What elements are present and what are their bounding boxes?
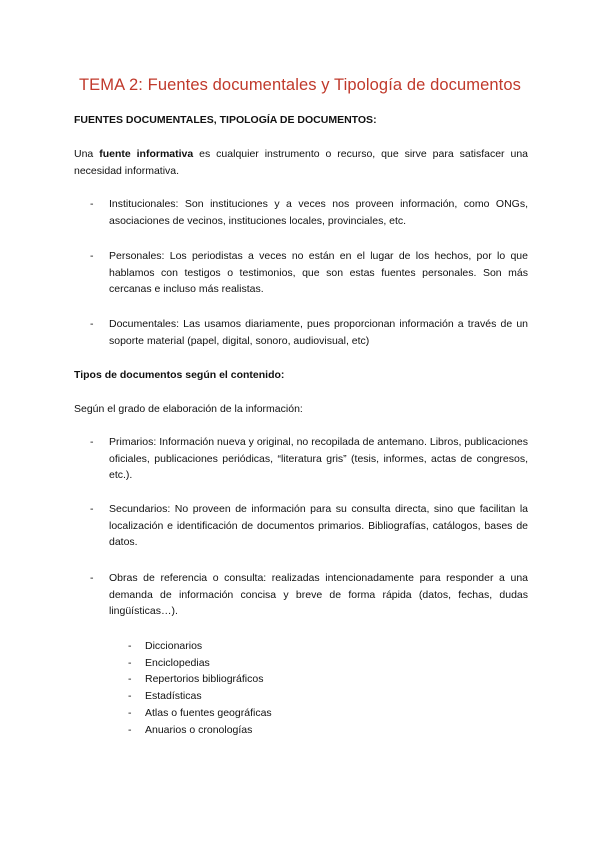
bullet-dash: - [90, 318, 94, 330]
list-item-text: Secundarios: No proveen de información para su consulta directa, sino que facilitan la localización e identificación de documentos primarios. Bibliografías, catálogos, bases de datos. [109, 503, 528, 548]
sublist-item [128, 722, 252, 739]
sublist-item-text: Repertorios bibliográficos [145, 673, 264, 685]
bullet-dash: - [90, 436, 94, 448]
bullet-dash: - [128, 673, 132, 685]
bullet-dash: - [90, 250, 94, 262]
bullet-dash: - [90, 572, 94, 584]
bullet-dash: - [128, 724, 132, 736]
bullet-dash: - [90, 198, 94, 210]
intro-text-before: Una [74, 148, 100, 160]
bullet-dash: - [90, 503, 94, 515]
list-item-primarios [90, 434, 528, 484]
list-item-text: Institucionales: Son instituciones y a veces nos proveen información, como ONGs, asociaciones de vecinos, instituciones locales, provinciales, etc. [109, 198, 528, 227]
bullet-dash: - [128, 690, 132, 702]
sublist-item [128, 655, 210, 672]
sublist-item [128, 638, 202, 655]
page-title: TEMA 2: Fuentes documentales y Tipología de documentos [79, 76, 521, 94]
sublist-item-text: Diccionarios [145, 640, 203, 652]
list-item-text: Obras de referencia o consulta: realizadas intencionadamente para responder a una demanda de información concisa y breve de forma rápida (datos, fechas, dudas lingüísticas…). [109, 572, 528, 617]
list-item-institucionales [90, 196, 528, 229]
sublist-item-text: Atlas o fuentes geográficas [145, 707, 272, 719]
sublist-item-text: Estadísticas [145, 690, 202, 702]
list-item-obras-referencia [90, 570, 528, 620]
bullet-dash: - [128, 640, 132, 652]
sublist-item-text: Anuarios o cronologías [145, 724, 253, 736]
sublist-item [128, 705, 272, 722]
list-item-text: Documentales: Las usamos diariamente, pues proporcionan información a través de un soporte material (papel, digital, sonoro, audiovisual, etc) [109, 318, 528, 347]
sublist-item [128, 688, 202, 705]
sublist-item [128, 671, 263, 688]
list-item-secundarios [90, 501, 528, 551]
list-item-personales [90, 248, 528, 298]
bullet-dash: - [128, 657, 132, 669]
sublist-item-text: Enciclopedias [145, 657, 210, 669]
elaboration-label: Según el grado de elaboración de la información: [74, 403, 303, 415]
list-item-documentales [90, 316, 528, 349]
intro-text-after: es cualquier instrumento o recurso, que sirve para satisfacer una necesidad informativa. [74, 148, 529, 177]
intro-bold-term: fuente informativa [99, 148, 194, 160]
bullet-dash: - [128, 707, 132, 719]
list-item-text: Personales: Los periodistas a veces no están en el lugar de los hechos, por lo que hablamos con testigos o testimonios, que son estas fuentes personales. Son más cercanas e incluso más realistas. [109, 250, 528, 295]
list-item-text: Primarios: Información nueva y original, no recopilada de antemano. Libros, publicaciones oficiales, publicaciones periódicas, “literatura gris” (tesis, informes, actas de congresos, etc.). [109, 436, 528, 481]
doc-types-heading: Tipos de documentos según el contenido: [74, 369, 285, 381]
section-heading: FUENTES DOCUMENTALES, TIPOLOGÍA DE DOCUMENTOS: [74, 114, 377, 126]
intro-paragraph [74, 146, 528, 179]
